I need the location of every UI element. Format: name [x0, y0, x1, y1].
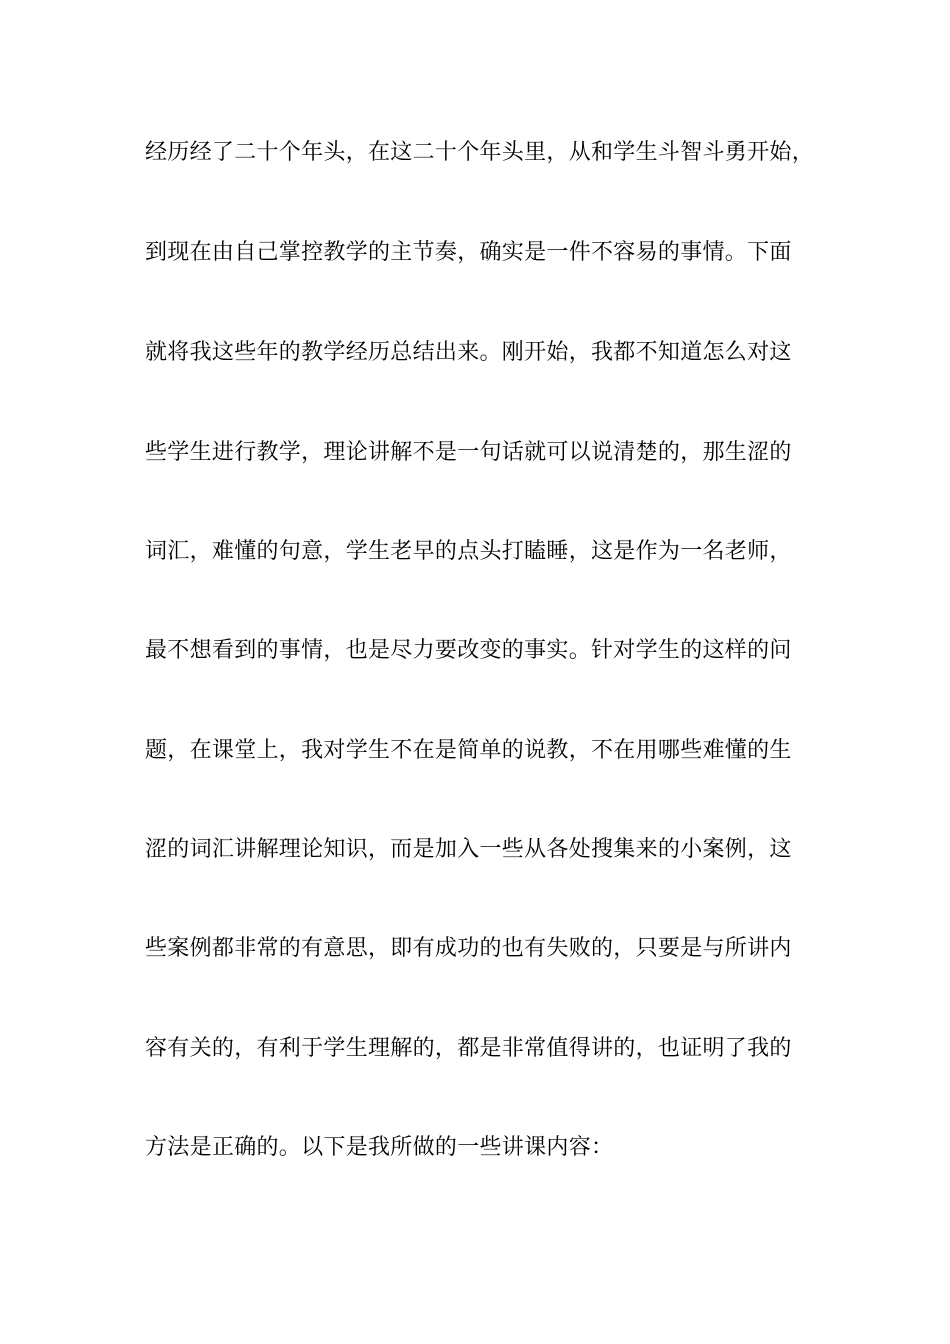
- paragraph-line: 题，在课堂上，我对学生不在是简单的说教，不在用哪些难懂的生: [145, 738, 792, 763]
- paragraph-line: 就将我这些年的教学经历总结出来。刚开始，我都不知道怎么对这: [145, 340, 792, 365]
- paragraph-line: 容有关的，有利于学生理解的，都是非常值得讲的，也证明了我的: [145, 1036, 792, 1061]
- paragraph-line: 些学生进行教学，理论讲解不是一句话就可以说清楚的，那生涩的: [145, 440, 792, 465]
- paragraph-line: 涩的词汇讲解理论知识，而是加入一些从各处搜集来的小案例，这: [145, 837, 792, 862]
- paragraph-line: 经历经了二十个年头，在这二十个年头里，从和学生斗智斗勇开始，: [145, 140, 815, 165]
- paragraph-line: 些案例都非常的有意思，即有成功的也有失败的，只要是与所讲内: [145, 936, 792, 961]
- paragraph-line: 词汇，难懂的句意，学生老早的点头打瞌睡，这是作为一名老师，: [145, 539, 792, 564]
- paragraph-line: 最不想看到的事情，也是尽力要改变的事实。针对学生的这样的问: [145, 638, 792, 663]
- paragraph-line: 到现在由自己掌控教学的主节奏，确实是一件不容易的事情。下面: [145, 240, 792, 265]
- paragraph-line: 方法是正确的。以下是我所做的一些讲课内容：: [145, 1135, 614, 1160]
